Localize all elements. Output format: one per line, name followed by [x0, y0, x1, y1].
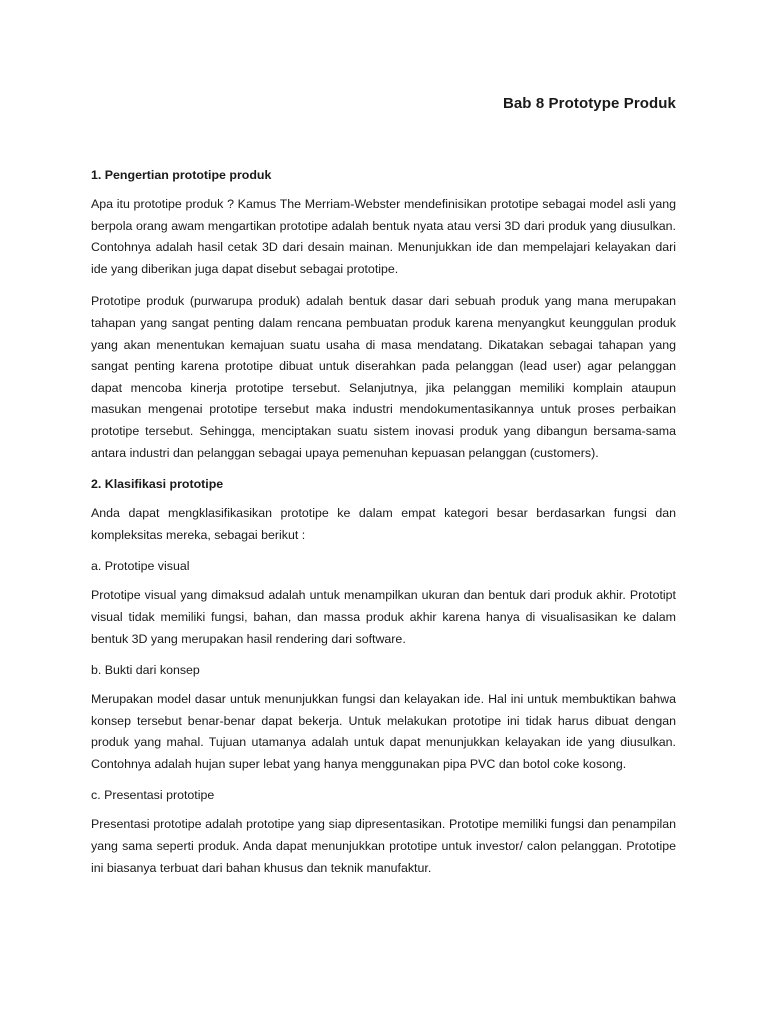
subsection-c-heading: c. Presentasi prototipe [91, 788, 215, 803]
section-2-heading: 2. Klasifikasi prototipe [91, 477, 224, 492]
section-2-intro: Anda dapat mengklasifikasikan prototipe ke dalam empat kategori besar berdasarkan fungsi dan kompleksitas mereka, sebagai berikut : [91, 506, 676, 542]
section-1-paragraph-1: Apa itu prototipe produk ? Kamus The Merriam-Webster mendefinisikan prototipe sebagai model asli yang berpola orang awam mengartikan prototipe adalah bentuk nyata atau versi 3D dari produk yang diusulkan. Contohnya adalah hasil cetak 3D dari desain mainan. Menunjukkan ide dan mempelajari kelayakan dari ide yang diberikan juga dapat disebut sebagai prototipe. [91, 197, 676, 276]
section-1-heading: 1. Pengertian prototipe produk [91, 168, 272, 182]
subsection-b-text: Merupakan model dasar untuk menunjukkan fungsi dan kelayakan ide. Hal ini untuk membuktikan bahwa konsep tersebut benar-benar dapat bekerja. Untuk melakukan prototipe ini tidak harus dibuat dengan produk yang mahal. Tujuan utamanya adalah untuk dapat menunjukkan kelayakan ide yang diusulkan. Contohnya adalah hujan super lebat yang hanya menggunakan pipa PVC dan botol coke kosong. [91, 692, 676, 771]
document-body [91, 166, 676, 890]
subsection-b-heading: b. Bukti dari konsep [91, 663, 200, 678]
subsection-c-text: Presentasi prototipe adalah prototipe yang siap dipresentasikan. Prototipe memiliki fungsi dan penampilan yang sama seperti produk. Anda dapat menunjukkan prototipe untuk investor/ calon pelanggan. Prototipe ini biasanya terbuat dari bahan khusus dan teknik manufaktur. [91, 817, 676, 875]
subsection-a-text: Prototipe visual yang dimaksud adalah untuk menampilkan ukuran dan bentuk dari produk akhir. Prototipt visual tidak memiliki fungsi, bahan, dan massa produk akhir karena hanya di visualisasikan ke dalam bentuk 3D yang merupakan hasil rendering dari software. [91, 588, 676, 646]
section-1-paragraph-2: Prototipe produk (purwarupa produk) adalah bentuk dasar dari sebuah produk yang mana merupakan tahapan yang sangat penting dalam rencana pembuatan produk karena menyangkut keunggulan produk yang akan menentukan kemajuan suatu usaha di masa mendatang. Dikatakan sebagai tahapan yang sangat penting karena prototipe dibuat untuk diserahkan pada pelanggan (lead user) agar pelanggan dapat mencoba kinerja prototipe tersebut. Selanjutnya, jika pelanggan memiliki komplain ataupun masukan mengenai prototipe tersebut maka industri mendokumentasikannya untuk proses perbaikan prototipe tersebut. Sehingga, menciptakan suatu sistem inovasi produk yang dibangun bersama-sama antara industri dan pelanggan sebagai upaya pemenuhan kepuasan pelanggan (customers). [91, 294, 676, 460]
subsection-a-heading: a. Prototipe visual [91, 559, 190, 574]
document-title: Bab 8 Prototype Produk [502, 95, 676, 112]
